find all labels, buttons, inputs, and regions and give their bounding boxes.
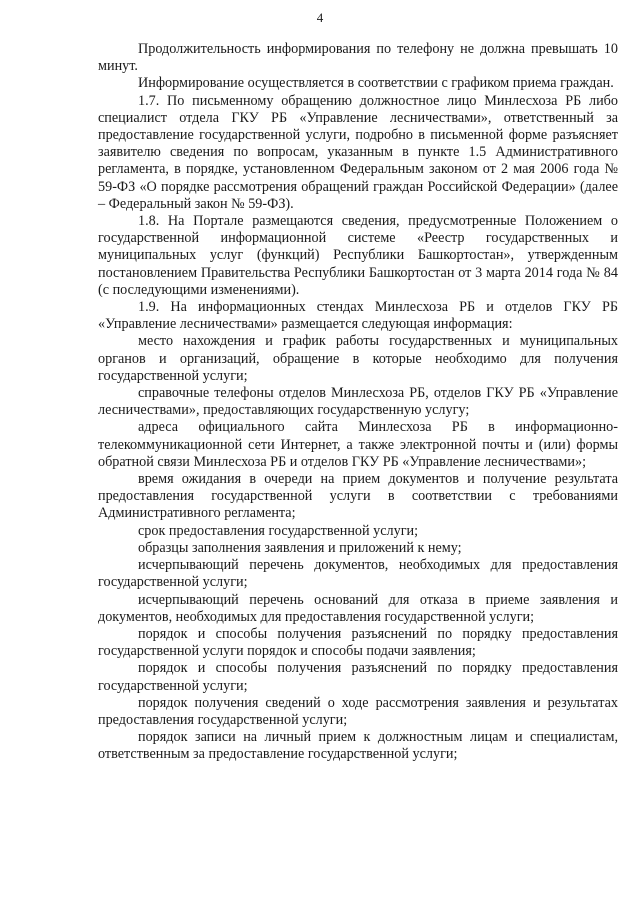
paragraph-1-8: 1.8. На Портале размещаются сведения, предусмотренные Положением о государственной информационной системе «Реестр государственных и муниципальных услуг (функций) Республики Башкортостан», утвержденным постановлением Правительства Республики Башкортостан от 3 марта 2014 года № 84 (с последующими изменениями). — [98, 213, 618, 298]
document-body — [98, 41, 618, 764]
paragraph-schedule: Информирование осуществляется в соответствии с графиком приема граждан. — [138, 75, 614, 92]
list-item-location: место нахождения и график работы государственных и муниципальных органов и организаций, обращение в которые необходимо для получения государственной услуги; — [98, 333, 618, 384]
list-item-samples: образцы заполнения заявления и приложений к нему; — [138, 539, 462, 556]
list-item-phones: справочные телефоны отделов Минлесхоза РБ, отделов ГКУ РБ «Управление лесничествами», предоставляющих государственную услугу; — [98, 385, 618, 419]
list-item-progress-info: порядок получения сведений о ходе рассмотрения заявления и результатах предоставления государственной услуги; — [98, 694, 618, 728]
list-item-refusal-grounds: исчерпывающий перечень оснований для отказа в приеме заявления и документов, необходимых для предоставления государственной услуги; — [98, 591, 618, 625]
paragraph-call-duration: Продолжительность информирования по телефону не должна превышать 10 минут. — [98, 41, 618, 75]
paragraph-1-9: 1.9. На информационных стендах Минлесхоза РБ и отделов ГКУ РБ «Управление лесничествами» размещается следующая информация: — [98, 299, 618, 333]
list-item-waiting-time: время ожидания в очереди на прием документов и получение результата предоставления государственной услуги в соответствии с требованиями Административного регламента; — [98, 471, 618, 522]
list-item-clarification: порядок и способы получения разъяснений по порядку предоставления государственной услуги; — [98, 660, 618, 694]
list-item-website: адреса официального сайта Минлесхоза РБ в информационно-телекоммуникационной сети Интернет, а также электронной почты и (или) формы обратной связи Минлесхоза РБ и отделов ГКУ РБ «Управление лесничествами»; — [98, 419, 618, 470]
list-item-personal-reception: порядок записи на личный прием к должностным лицам и специалистам, ответственным за предоставление государственной услуги; — [98, 729, 618, 763]
paragraph-1-7: 1.7. По письменному обращению должностное лицо Минлесхоза РБ либо специалист отдела ГКУ РБ «Управление лесничествами», ответственный за предоставление государственной услуги, подробно в письменной форме разъясняет заявителю сведения по вопросам, указанным в пункте 1.5 Административного регламента, в порядке, установленном Федеральным законом от 2 мая 2006 года № 59-ФЗ «О порядке рассмотрения обращений граждан Российской Федерации» (далее – Федеральный закон № 59-ФЗ). — [98, 92, 618, 212]
list-item-service-term: срок предоставления государственной услуги; — [138, 522, 419, 539]
page-number: 4 — [316, 10, 324, 25]
list-item-clarification-application: порядок и способы получения разъяснений по порядку предоставления государственной услуги порядок и способы подачи заявления; — [98, 625, 618, 660]
list-item-documents: исчерпывающий перечень документов, необходимых для предоставления государственной услуги; — [98, 557, 618, 591]
